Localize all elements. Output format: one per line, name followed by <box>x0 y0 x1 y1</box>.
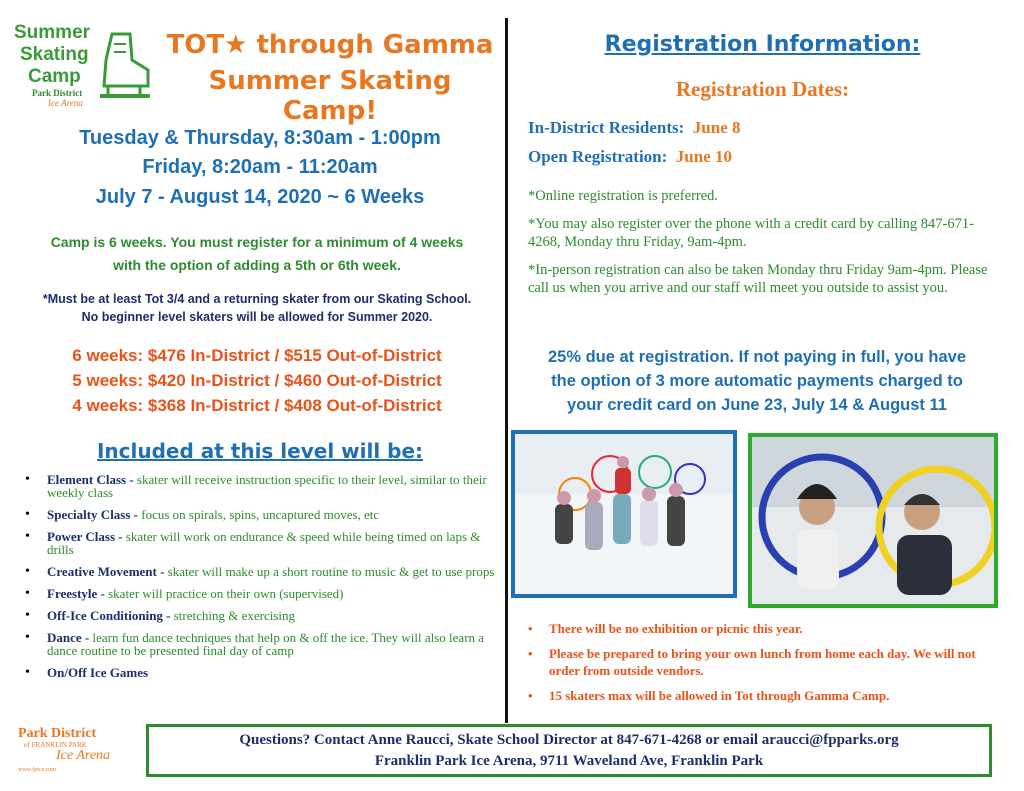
requirement-line-2: No beginner level skaters will be allowed for Summer 2020. <box>81 310 433 324</box>
item-name: Creative Movement - <box>47 564 165 579</box>
footer-logo-line-2: of FRANKLIN PARK <box>24 741 87 749</box>
open-registration-dates <box>528 147 732 167</box>
camp-note-line-1: Camp is 6 weeks. You must register for a minimum of 4 weeks <box>50 234 464 250</box>
contact-line-2: Franklin Park Ice Arena, 9711 Waveland Ave, Franklin Park <box>374 753 764 769</box>
registration-title: Registration Information: <box>604 32 921 57</box>
price-6-weeks: 6 weeks: $476 In-District / $515 Out-of-District <box>72 346 442 365</box>
list-item <box>22 587 500 600</box>
list-item <box>22 631 500 657</box>
schedule-line-2: Friday, 8:20am - 11:20am <box>142 156 378 178</box>
footer-logo-url: www.fpice.com <box>18 767 56 773</box>
item-desc: learn fun dance techniques that help on & off the ice. They will also learn a dance routine to be presented final day of camp <box>47 630 485 658</box>
list-item: • Please be prepared to bring your own lunch from home each day. We will not order from outside vendors. <box>522 645 992 679</box>
logo-sub-2: Ice Arena <box>48 98 83 108</box>
schedule-line-3: July 7 - August 14, 2020 ~ 6 Weeks <box>95 186 425 208</box>
item-desc: focus on spirals, spins, uncaptured moves, etc <box>138 507 380 522</box>
skate-icon <box>94 30 152 110</box>
footer-logo-line-1: Park District <box>18 726 97 741</box>
price-4-weeks: 4 weeks: $368 In-District / $408 Out-of-District <box>72 396 442 415</box>
camp-title-line-1: TOT★ through Gamma <box>166 30 494 60</box>
in-district-date: June 8 <box>692 118 741 137</box>
list-item: • 15 skaters max will be allowed in Tot through Gamma Camp. <box>522 687 992 704</box>
column-divider <box>505 18 508 723</box>
item-name: Element Class - <box>47 472 134 487</box>
in-district-dates <box>528 118 741 138</box>
logo-line-1: Summer <box>14 22 91 43</box>
registration-dates-heading: Registration Dates: <box>675 77 850 101</box>
item-name: Power Class - <box>47 529 123 544</box>
logo-line-3: Camp <box>28 66 81 87</box>
payment-line-1: 25% due at registration. If not paying in full, you have <box>547 348 967 366</box>
logo-line-2: Skating <box>20 44 89 65</box>
camp-note-line-2: with the option of adding a 5th or 6th week. <box>113 257 401 273</box>
contact-line-1: Questions? Contact Anne Raucci, Skate School Director at 847-671-4268 or email araucci@fpparks.org <box>239 732 899 748</box>
camp-title-line-2: Summer Skating Camp! <box>208 66 452 126</box>
item-desc: skater will practice on their own (supervised) <box>104 586 344 601</box>
footer-logo-line-3: Ice Arena <box>56 748 111 763</box>
group-photo <box>511 430 737 598</box>
list-item <box>22 508 500 521</box>
included-list <box>22 473 500 688</box>
notice-list <box>522 620 992 712</box>
note-online: *Online registration is preferred. <box>528 188 719 204</box>
list-item <box>22 666 500 679</box>
contact-box <box>146 724 992 777</box>
item-name: Freestyle - <box>47 586 105 601</box>
item-desc: skater will receive instruction specific to their level, similar to their weekly class <box>47 472 487 500</box>
requirement-line-1: *Must be at least Tot 3/4 and a returning skater from our Skating School. <box>42 292 472 306</box>
price-5-weeks: 5 weeks: $420 In-District / $460 Out-of-District <box>72 371 442 390</box>
payment-line-2: the option of 3 more automatic payments charged to <box>551 372 963 390</box>
logo-sub-1: Park District <box>32 88 83 98</box>
item-name: On/Off Ice Games <box>47 665 149 680</box>
payment-line-3: your credit card on June 23, July 14 & August 11 <box>567 396 947 414</box>
item-name: Dance - <box>47 630 90 645</box>
item-desc: stretching & exercising <box>170 608 296 623</box>
item-name: Off-Ice Conditioning - <box>47 608 171 623</box>
list-item <box>22 473 500 499</box>
list-item: • There will be no exhibition or picnic this year. <box>522 620 992 637</box>
park-district-logo <box>18 727 143 782</box>
list-item <box>22 609 500 622</box>
included-heading: Included at this level will be: <box>96 439 424 463</box>
schedule-line-1: Tuesday & Thursday, 8:30am - 1:00pm <box>79 127 441 149</box>
list-item <box>22 530 500 556</box>
list-item <box>22 565 500 578</box>
summer-skating-camp-logo <box>14 22 154 117</box>
item-name: Specialty Class - <box>47 507 138 522</box>
open-label: Open Registration: <box>528 147 668 166</box>
note-in-person: *In-person registration can also be taken Monday thru Friday 9am-4pm. Please call us when you arrive and our staff will meet you outside to assist you. <box>528 262 988 296</box>
item-desc: skater will work on endurance & speed while being timed on laps & drills <box>47 529 481 557</box>
note-phone: *You may also register over the phone with a credit card by calling 847-671-4268, Monday thru Friday, 9am-4pm. <box>528 216 974 250</box>
open-date: June 10 <box>675 147 733 166</box>
item-desc: skater will make up a short routine to music & get to use props <box>164 564 495 579</box>
in-district-label: In-District Residents: <box>528 118 685 137</box>
kids-photo <box>748 433 998 608</box>
